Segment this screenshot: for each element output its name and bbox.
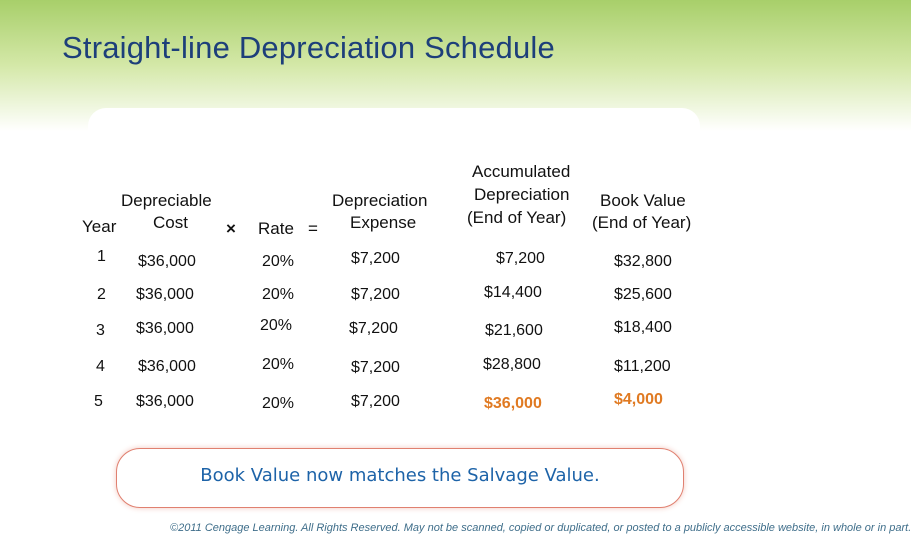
- cell-rate: 20%: [262, 286, 295, 303]
- cell-expense: $7,200: [351, 393, 400, 410]
- header-depreciation-expense-2: Expense: [350, 213, 417, 232]
- header-accumulated-3: (End of Year): [467, 208, 567, 227]
- page-title: Straight-line Depreciation Schedule: [62, 30, 555, 65]
- cell-expense: $7,200: [349, 320, 398, 337]
- header-accumulated-2: Depreciation: [474, 185, 570, 204]
- cell-rate: 20%: [262, 356, 295, 373]
- cell-cost: $36,000: [138, 358, 196, 375]
- cell-book-value: $4,000: [614, 391, 663, 408]
- header-depreciable-cost-1: Depreciable: [121, 191, 212, 210]
- cell-book-value: $18,400: [614, 319, 672, 336]
- cell-accumulated: $36,000: [484, 395, 542, 412]
- cell-book-value: $25,600: [614, 286, 672, 303]
- header-year: Year: [82, 217, 117, 236]
- header-depreciation-expense-1: Depreciation: [332, 191, 428, 210]
- cell-year: 2: [97, 286, 106, 303]
- header-depreciable-cost-2: Cost: [153, 213, 188, 232]
- copyright-footer: ©2011 Cengage Learning. All Rights Reserved. May not be scanned, copied or duplicated, or posted to a publicly accessible website, in whole or in part.: [170, 522, 911, 534]
- cell-year: 1: [97, 248, 106, 265]
- callout-text: Book Value now matches the Salvage Value.: [200, 465, 600, 486]
- equals-operator: =: [308, 219, 318, 238]
- cell-book-value: $32,800: [614, 253, 672, 270]
- times-operator: ×: [226, 219, 236, 238]
- cell-expense: $7,200: [351, 359, 400, 376]
- header-accumulated-1: Accumulated: [472, 162, 571, 181]
- cell-cost: $36,000: [136, 286, 194, 303]
- cell-rate: 20%: [260, 317, 293, 334]
- cell-year: 3: [96, 322, 105, 339]
- cell-accumulated: $7,200: [496, 250, 545, 267]
- cell-rate: 20%: [262, 395, 295, 412]
- cell-cost: $36,000: [136, 393, 194, 410]
- cell-cost: $36,000: [138, 253, 196, 270]
- callout-box: [116, 448, 684, 508]
- cell-book-value: $11,200: [614, 358, 671, 375]
- cell-cost: $36,000: [136, 320, 194, 337]
- header-book-value-1: Book Value: [600, 191, 686, 210]
- header-rate: Rate: [258, 219, 294, 238]
- cell-accumulated: $14,400: [484, 284, 542, 301]
- cell-accumulated: $21,600: [485, 322, 543, 339]
- header-book-value-2: (End of Year): [592, 213, 692, 232]
- cell-expense: $7,200: [351, 250, 400, 267]
- cell-year: 5: [94, 393, 103, 410]
- cell-expense: $7,200: [351, 286, 400, 303]
- cell-rate: 20%: [262, 253, 295, 270]
- cell-accumulated: $28,800: [483, 356, 541, 373]
- cell-year: 4: [96, 358, 105, 375]
